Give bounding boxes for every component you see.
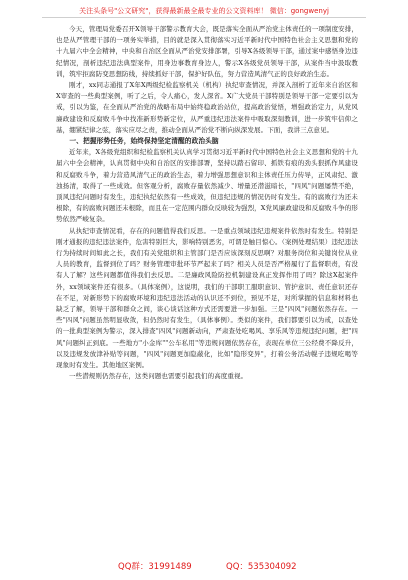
paragraph: 今天，管理局党委召开X领导干部警示教育大会，既是落实全面从严治党主体责任的一项制度安排，也是从严管理干部的一项务实举措，目的就是深入贯彻落实习近平新时代中国特色社会主义思想和党的十九届六中全会精神，中央和自治区全面从严治党安排部署，引导X各级领导干部，通过案中感悟身边违纪情况，剖析违纪违法典型案件，用身边事教育身边人，警示X各级党员领导干部，从案件当中汲取教训，筑牢拒腐防变思想防线，持续抓好干部，保护好队伍，努力营造风清气正的良好政治生态。 [56,25,358,78]
paragraph: 一些潜规则仍然存在，这类问题也需要引起我们的高度重视。 [69,372,248,381]
paragraph: 从执纪审查情况看，存在的问题值得我们反思。一是重点领域违纪违规案件依然时有发生。特别是刚才通报的违纪违法案件，危害特别巨大，影响特别恶劣，可谓是触目惊心。（案例处理结果）违纪违法行为持续时间如此之长，我们有关党组织和主管部门是否应该深刻反思啊？对服务岗位和关键岗位从业人员的教育，监督到位了吗？财务管理审批环节严起来了吗？相关人员是否严格履行了监督职责，有没有人了解？这些问题都值得我们去反思。二是廉政风险防控机制建设真正发挥作用了吗？除这X起案件外，xx领域案件还有很多。（具体案例），这说明，我们的干部职工服职意识、管护意识、责任意识还存在不足，对新形势下的腐败环境和违纪违法活动的认识还不到位，预见不足，对所掌握的信息和材料也缺乏了解，领导干部和群众之间，谈心谈话这种方式还需要进一步加强。三是"四风"问题依然存在。一些"四风"问题虽然明显收敛，但仍然时有发生，（具体事例）。类似的案件，我们都要引以为戒，以查处的一批典型案例为警示，深入排查"四风"问题新动向，严肃查处吃喝风、享乐风等违规违纪问题，把"四风"问题纠正到底。一些地方"小金库""公车私用"等违规问题依然存在，表现在单位三公经费不降反升，以及违规发放津补贴等问题，"四风"问题更加隐蔽化，比如"隐形变异"，打着公务活动幌子违规吃喝等现象时有发生。其他地区案例。 [56,226,358,370]
paragraph: 近年来，X各级党组织和纪检监察机关认真学习贯彻习近平新时代中国特色社会主义思想和党的十九届六中全会精神，认真贯彻中央和自治区的安排部署，坚持以踏石留印、抓铁有痕的劲头狠抓作风建设和反腐败斗争，着力营造风清气正的政治生态，着力增强思想意识和主体责任压力传导，正风肃纪、激浊扬清，取得了一些成效。但客观分析，腐败存量依然减少、增量还潜滋暗长，"四风"问题屡禁不绝，顶风违纪问题时有发生，违纪执纪依然有一些成效，但违纪违规的情况仍时有发生。有的腐败行为还未根除，有的腐败问题还未根除，而且在一定范围内群众反映较为强烈，X党风廉政建设和反腐败斗争的形势依然严峻复杂。 [56,148,358,224]
document-body [56,24,358,383]
qq-contact-text: QQ：535304092 [226,562,297,572]
section-heading: 一、把握形势任务，始终保持坚定清醒的政治头脑 [69,137,219,146]
page-header-banner: 关注头条号"公文研究"，获得最新最全最专业的公文资料库！ 微信：gongwenyj [79,7,329,15]
qq-group-text: QQ群：31991489 [118,562,192,572]
paragraph: 刚才，xx同志通报了X年X两级纪检监察机关（机构）执纪审查情况，并深入剖析了近年来自治区和X审查的一些典型案例，听了之后，令人痛心，发人深省。X广大党员干部特别是领导干部一定要引以为戒，引以为鉴，在全面从严治党的战略布局中始终稳政治站位，提高政治觉悟，增强政治定力，从党风廉政建设和反腐败斗争中找准新形势新定位，从严重违纪违法案件中吸取深刻教训，进一步筑牢信仰之基，绷紧纪律之弦，落实应尽之责，推动全面从严治党不断向纵深发展。下面，我讲三点意见。 [56,81,358,134]
header-divider [42,17,366,18]
